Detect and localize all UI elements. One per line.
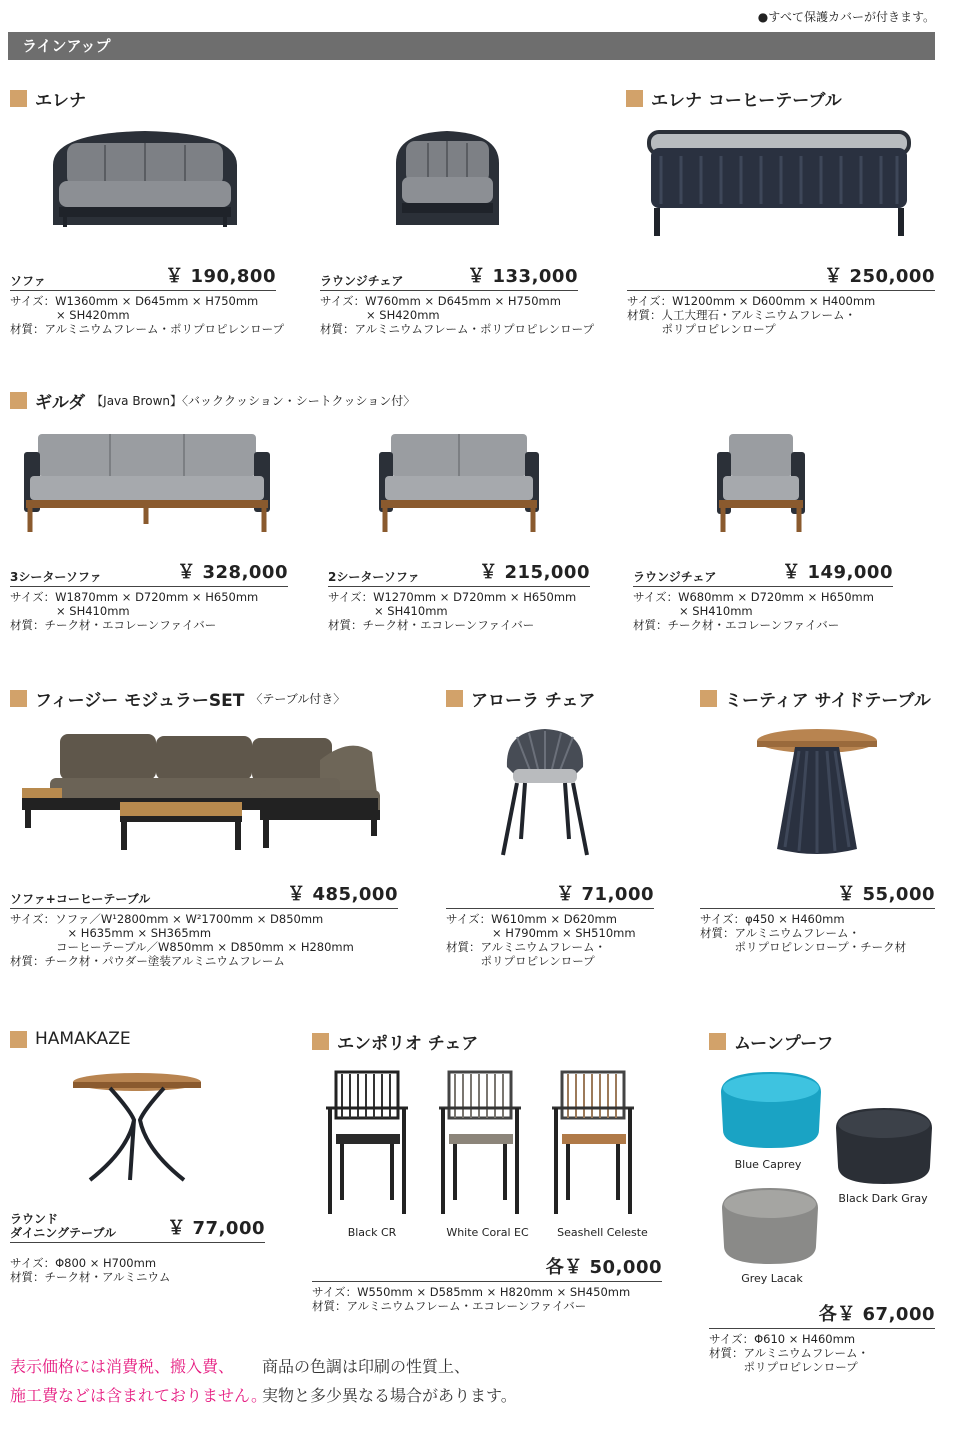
emporio-seashell-image [548, 1068, 638, 1218]
elena-sofa-price-row: ソファ ￥ 190,800 [10, 262, 276, 291]
moon-caption-black: Black Dark Gray [838, 1192, 928, 1205]
tax-note-line-2: 施工費などは含まれておりません。 [10, 1386, 267, 1405]
section-square-icon [10, 1031, 27, 1048]
moon-price-row: 各￥ 67,000 [709, 1300, 935, 1329]
moon-pouf-grey-image [718, 1184, 822, 1268]
elena-lounge-image [390, 127, 505, 231]
gilda-3seater-spec: サイズ：W1870mm × D720mm × H650mm × SH410mm 材質：チーク材・エコレーンファイバー [10, 590, 259, 632]
hamakaze-spec: サイズ：Φ800 × H700mm 材質：チーク材・アルミニウム [10, 1256, 171, 1284]
section-square-icon [626, 90, 643, 107]
moon-pouf-black-image [832, 1104, 936, 1188]
gilda-lounge-image [715, 430, 807, 536]
color-note-line-2: 実物と多少異なる場合があります。 [262, 1386, 517, 1405]
elena-coffee-table-image [645, 128, 913, 240]
gilda-3seater-price-row: 3シーターソファ ￥ 328,000 [10, 558, 288, 587]
section-title-aurora: アローラ チェア [446, 686, 595, 711]
section-title-mitia: ミーティア サイドテーブル [700, 686, 931, 711]
mitia-side-table-image [755, 727, 880, 857]
top-note: ●すべて保護カバーが付きます。 [757, 10, 935, 24]
elena-sofa-image [45, 125, 245, 233]
section-title-gilda: ギルダ 【Java Brown】〈バッククッション・シートクッション付〉 [10, 388, 415, 413]
moon-spec: サイズ：Φ610 × H460mm 材質：アルミニウムフレーム・ ポリプロピレンロープ [709, 1332, 869, 1374]
section-title-elena-table: エレナ コーヒーテーブル [626, 86, 842, 111]
emporio-spec: サイズ：W550mm × D585mm × H820mm × SH450mm 材質：アルミニウムフレーム・エコレーンファイバー [312, 1285, 631, 1313]
elena-table-spec: サイズ：W1200mm × D600mm × H400mm 材質：人工大理石・アルミニウムフレーム・ ポリプロピレンロープ [627, 294, 876, 336]
elena-lounge-spec: サイズ：W760mm × D645mm × H750mm × SH420mm 材質：アルミニウムフレーム・ポリプロピレンロープ [320, 294, 595, 336]
section-square-icon [446, 690, 463, 707]
emporio-price-row: 各￥ 50,000 [312, 1253, 662, 1282]
moon-caption-grey: Grey Lacak [741, 1272, 803, 1285]
moon-caption-blue: Blue Caprey [734, 1158, 802, 1171]
fiji-set-price-row: ソファ+コーヒーテーブル ￥ 485,000 [10, 880, 398, 909]
elena-table-price-row: ￥ 250,000 [627, 262, 935, 291]
fiji-modular-set-image [20, 730, 392, 856]
section-square-icon [10, 90, 27, 107]
section-title-elena: エレナ [10, 86, 86, 111]
elena-sofa-spec: サイズ：W1360mm × D645mm × H750mm × SH420mm 材質：アルミニウムフレーム・ポリプロピレンロープ [10, 294, 285, 336]
mitia-spec: サイズ：φ450 × H460mm 材質：アルミニウムフレーム・ ポリプロピレンロープ・チーク材 [700, 912, 907, 954]
section-square-icon [10, 392, 27, 409]
aurora-chair-image [495, 727, 595, 857]
section-square-icon [10, 690, 27, 707]
gilda-2seater-spec: サイズ：W1270mm × D720mm × H650mm × SH410mm 材質：チーク材・エコレーンファイバー [328, 590, 577, 632]
gilda-lounge-price-row: ラウンジチェア ￥ 149,000 [633, 558, 893, 587]
gilda-2seater-image [375, 428, 543, 536]
mitia-price-row: ￥ 55,000 [700, 880, 935, 909]
aurora-spec: サイズ：W610mm × D620mm × H790mm × SH510mm 材質：アルミニウムフレーム・ ポリプロピレンロープ [446, 912, 636, 968]
elena-lounge-price-row: ラウンジチェア ￥ 133,000 [320, 262, 578, 291]
fiji-set-spec: サイズ：ソファ／W¹2800mm × W²1700mm × D850mm × H635mm × SH365mm コーヒーテーブル／W850mm × D850mm × H280mm 材質：チーク材・パウダー塗装アルミニウムフレーム [10, 912, 354, 968]
section-title-fiji: フィージー モジュラーSET 〈テーブル付き〉 [10, 686, 345, 711]
emporio-caption-black: Black CR [347, 1226, 397, 1239]
emporio-caption-white: White Coral EC [446, 1226, 529, 1239]
emporio-black-image [322, 1068, 412, 1218]
section-title-moon: ムーンプーフ [709, 1029, 833, 1054]
section-title-hamakaze: HAMAKAZE [10, 1029, 131, 1049]
aurora-price-row: ￥ 71,000 [446, 880, 654, 909]
moon-pouf-blue-image [715, 1068, 827, 1152]
gilda-2seater-price-row: 2シーターソファ ￥ 215,000 [328, 558, 590, 587]
section-square-icon [709, 1033, 726, 1050]
section-title-emporio: エンポリオ チェア [312, 1029, 478, 1054]
hamakaze-table-image [70, 1070, 205, 1184]
emporio-white-coral-image [435, 1068, 525, 1218]
section-square-icon [312, 1033, 329, 1050]
hamakaze-price-row: ラウンド ダイニングテーブル ￥ 77,000 [10, 1212, 265, 1243]
gilda-3seater-image [18, 428, 276, 536]
section-square-icon [700, 690, 717, 707]
gilda-lounge-spec: サイズ：W680mm × D720mm × H650mm × SH410mm 材質：チーク材・エコレーンファイバー [633, 590, 874, 632]
lineup-banner: ラインアップ [8, 32, 935, 60]
tax-note-line-1: 表示価格には消費税、搬入費、 [10, 1357, 235, 1376]
emporio-caption-seashell: Seashell Celeste [557, 1226, 648, 1239]
color-note-line-1: 商品の色調は印刷の性質上、 [262, 1357, 471, 1376]
